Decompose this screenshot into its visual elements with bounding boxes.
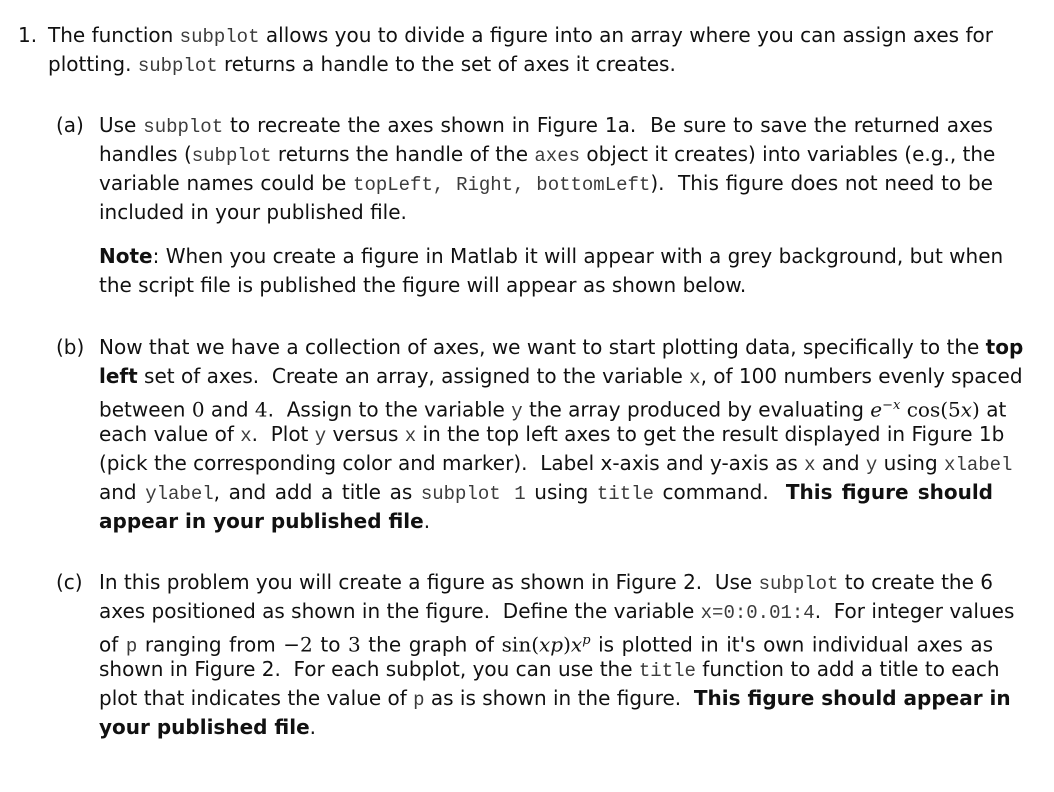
- part-c-line-3: of p ranging from −2 to 3 the graph of $\sin(xp)x^p$ is plotted in it's own individual axes as: [99, 632, 993, 658]
- part-b-line-3: between 0 and 4. Assign to the variable y the array produced by evaluating $e^{-x}$ cos(5x) at: [99, 397, 1007, 423]
- part-a-label: (a): [56, 113, 84, 137]
- part-b-line-4: each value of x. Plot y versus x in the top left axes to get the result displayed in Figure 1b: [99, 422, 1005, 447]
- part-c-label: (c): [56, 570, 83, 594]
- part-b-line-5: (pick the corresponding color and marker). Label x-axis and y-axis as x and y using xlabel: [99, 451, 1013, 476]
- part-a-line-4: included in your published file.: [99, 200, 407, 224]
- part-a-line-2: handles (subplot returns the handle of the axes object it creates) into variables (e.g., the: [99, 142, 996, 167]
- intro-line-1: The function subplot allows you to divide a figure into an array where you can assign axes for: [48, 23, 993, 48]
- part-c-line-4: shown in Figure 2. For each subplot, you can use the title function to add a title to each: [99, 657, 1000, 682]
- part-b-line-1: Now that we have a collection of axes, we want to start plotting data, specifically to the top: [99, 335, 1024, 359]
- part-a-note-line-2: the script file is published the figure will appear as shown below.: [99, 273, 747, 297]
- part-b-line-2: left set of axes. Create an array, assigned to the variable x, of 100 numbers evenly spaced: [99, 364, 1023, 389]
- part-a-line-1: Use subplot to recreate the axes shown in Figure 1a. Be sure to save the returned axes: [99, 113, 993, 138]
- part-a-line-3: variable names could be topLeft, Right, bottomLeft). This figure does not need to be: [99, 171, 993, 196]
- part-b-label: (b): [56, 335, 85, 359]
- part-c-line-6: your published file.: [99, 715, 317, 739]
- part-c-line-1: In this problem you will create a figure as shown in Figure 2. Use subplot to create the 6: [99, 570, 993, 595]
- part-c-line-5: plot that indicates the value of p as is shown in the figure. This figure should appear in: [99, 686, 1011, 711]
- part-a-note-line-1: Note: When you create a figure in Matlab it will appear with a grey background, but when: [99, 244, 1004, 268]
- note-label: Note: [99, 244, 153, 268]
- part-c-line-2: axes positioned as shown in the figure. Define the variable x=0:0.01:4. For integer values: [99, 599, 1015, 624]
- part-b-line-7: appear in your published file.: [99, 509, 431, 533]
- part-b-line-6: and ylabel, and add a title as subplot 1 using title command. This figure should: [99, 480, 994, 505]
- intro-line-2: plotting. subplot returns a handle to the set of axes it creates.: [48, 52, 676, 77]
- item-number: 1.: [18, 23, 38, 47]
